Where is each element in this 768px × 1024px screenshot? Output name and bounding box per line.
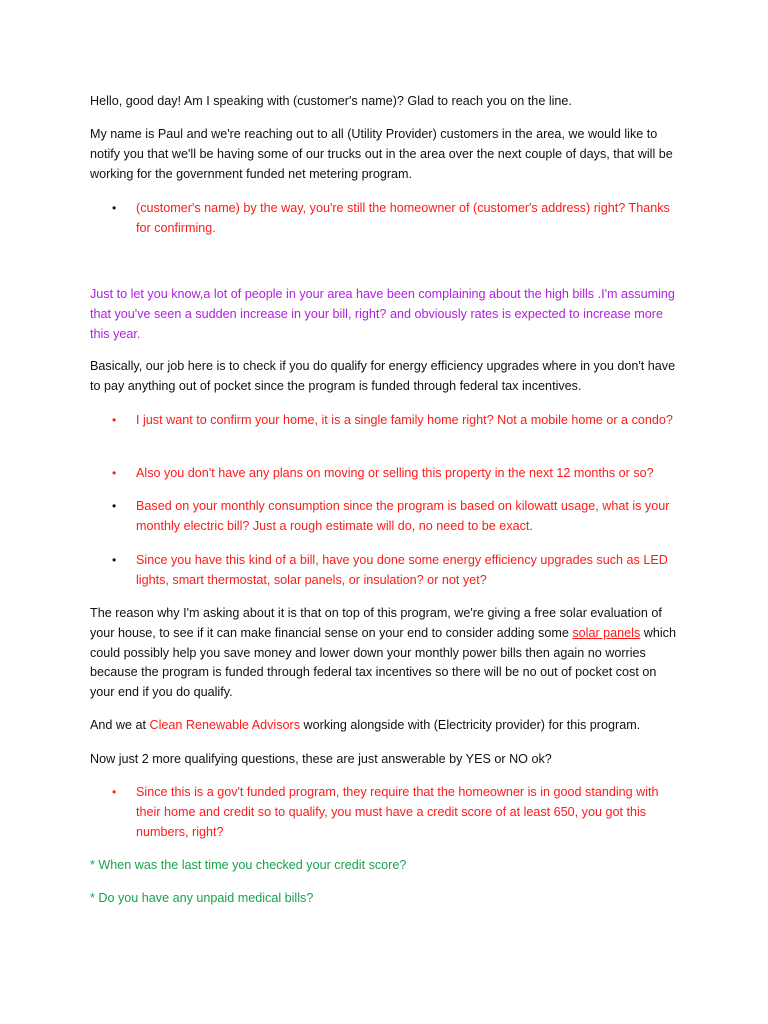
high-bills-paragraph: Just to let you know,a lot of people in your area have been complaining about the high bills .I'm assuming that you've seen a sudden increase in your bill, right? and obviously rates is expected to increase more this year. — [90, 287, 675, 341]
program-paragraph: Basically, our job here is to check if you do qualify for energy efficiency upgrades where in you don't have to pay anything out of pocket since the program is funded through federal tax incentives. — [90, 359, 676, 393]
qualifying-intro-paragraph: Now just 2 more qualifying questions, these are just answerable by YES or NO ok? — [90, 752, 552, 766]
bullet-icon: • — [112, 466, 117, 480]
solar-evaluation-paragraph — [90, 604, 680, 703]
company-paragraph — [90, 716, 680, 736]
moving-plans-question: Also you don't have any plans on moving or selling this property in the next 12 months or so? — [136, 466, 654, 480]
list-item — [112, 199, 680, 239]
list-item — [112, 497, 680, 537]
list-item — [112, 464, 680, 484]
list-item — [112, 551, 680, 591]
solar-evaluation-text-start: The reason why I'm asking about it is that on top of this program, we're giving a free solar evaluation of your house, to see if it can make financial sense on your end to consider adding some — [90, 606, 662, 640]
credit-score-requirement: Since this is a gov't funded program, they require that the homeowner is in good standing with their home and credit so to qualify, you must have a credit score of at least 650, you got this numbers, right? — [136, 785, 659, 839]
company-text-end: working alongside with (Electricity provider) for this program. — [300, 718, 641, 732]
medical-bills-question: * Do you have any unpaid medical bills? — [90, 891, 314, 905]
homeowner-question: (customer's name) by the way, you're still the homeowner of (customer's address) right? Thanks for confirming. — [136, 201, 670, 235]
intro-paragraph: My name is Paul and we're reaching out to all (Utility Provider) customers in the area, we would like to notify you that we'll be having some of our trucks out in the area over the next couple of days, that will be working for the government funded net metering program. — [90, 127, 673, 181]
greeting-paragraph: Hello, good day! Am I speaking with (customer's name)? Glad to reach you on the line. — [90, 94, 572, 108]
solar-evaluation-text-end: which could possibly help you save money and lower down your monthly power bills then again no worries because the program is funded through federal tax incentives so there will be no out of pocket cost on your end if you do qualify. — [90, 625, 676, 700]
company-text-start: And we at — [90, 718, 150, 732]
credit-check-question: * When was the last time you checked your credit score? — [90, 858, 407, 872]
solar-panels-link[interactable]: solar panels — [572, 625, 641, 640]
upgrades-question: Since you have this kind of a bill, have you done some energy efficiency upgrades such as LED lights, smart thermostat, solar panels, or insulation? or not yet? — [136, 553, 668, 587]
list-item — [112, 411, 680, 431]
bullet-icon: • — [112, 201, 117, 215]
bullet-icon: • — [112, 553, 117, 567]
bullet-icon: • — [112, 499, 117, 513]
list-item — [112, 783, 680, 842]
company-name: Clean Renewable Advisors — [149, 718, 301, 732]
bullet-icon: • — [112, 785, 117, 799]
electric-bill-question: Based on your monthly consumption since the program is based on kilowatt usage, what is your monthly electric bill? Just a rough estimate will do, no need to be exact. — [136, 499, 670, 533]
bullet-icon: • — [112, 413, 117, 427]
home-type-question: I just want to confirm your home, it is a single family home right? Not a mobile home or a condo? — [136, 413, 673, 427]
